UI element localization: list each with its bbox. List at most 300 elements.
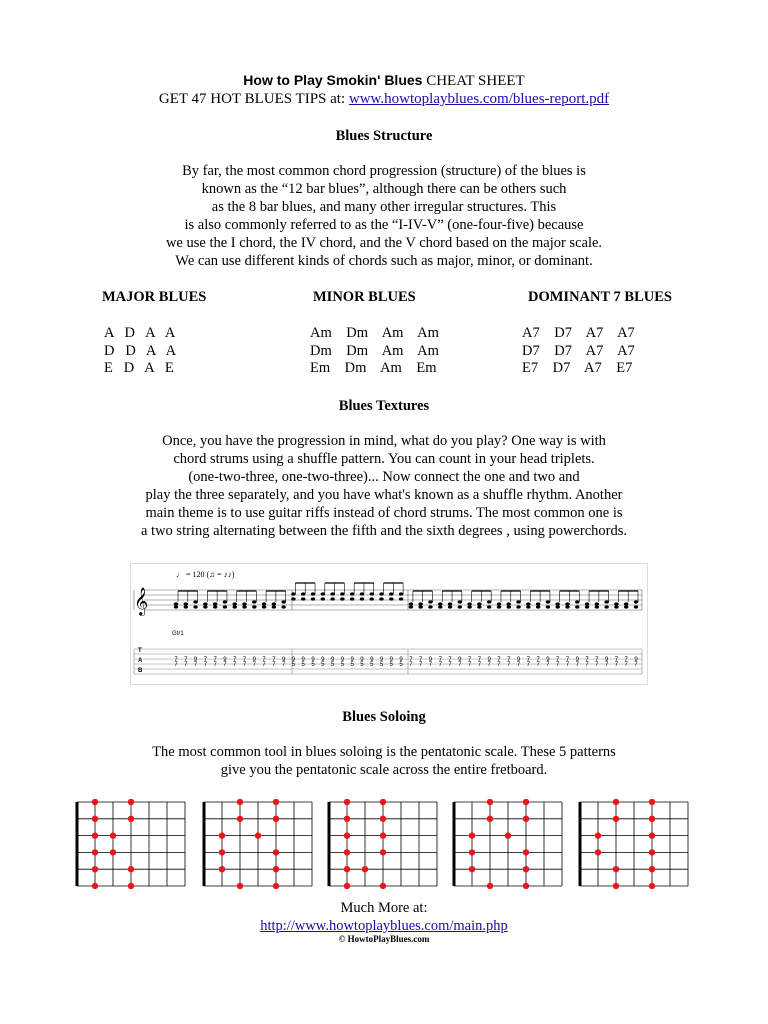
scale-note-dot (344, 799, 350, 805)
notehead (624, 602, 628, 605)
chord-row: Am Dm Am Am (310, 325, 439, 341)
tips-line (0, 91, 768, 108)
tab-number: 7 (409, 657, 413, 663)
tab-number: 7 (536, 662, 540, 668)
tab-number: 9 (311, 657, 315, 663)
notehead (614, 602, 618, 605)
tab-number: 5 (291, 662, 296, 668)
notehead (184, 602, 188, 605)
notehead (565, 605, 569, 608)
notehead (252, 605, 256, 608)
tab-number: 7 (556, 662, 560, 668)
tab-number: 9 (370, 657, 374, 663)
tab-number: 9 (634, 657, 638, 663)
notehead (556, 602, 560, 605)
tab-number: 7 (487, 662, 491, 668)
tab-number: 5 (360, 662, 364, 668)
notehead (389, 592, 393, 595)
notehead (624, 605, 628, 608)
tab-number: 7 (614, 657, 619, 663)
structure-line: By far, the most common chord progression (structure) of the blues is (182, 163, 586, 179)
notehead (281, 600, 285, 603)
tab-number: 7 (536, 657, 540, 663)
scale-note-dot (92, 816, 98, 822)
tab-number: 7 (604, 662, 609, 668)
structure-heading: Blues Structure (335, 128, 433, 144)
tab-number: 9 (487, 657, 491, 663)
notehead (379, 592, 383, 595)
tab-number: 7 (467, 662, 472, 668)
tab-number: 7 (595, 657, 599, 663)
tab-number: 7 (409, 662, 413, 668)
tab-label-a: A (138, 658, 143, 664)
tab-number: 9 (330, 657, 335, 663)
notehead (409, 605, 413, 608)
tab-number: 7 (438, 662, 442, 668)
tab-number: 5 (301, 662, 305, 668)
chord-row: Dm Dm Am Am (310, 342, 439, 359)
tab-number: 9 (360, 657, 364, 663)
scale-note-dot (613, 799, 619, 805)
title-suffix: CHEAT SHEET (422, 73, 525, 89)
soloing-paragraph (0, 743, 768, 779)
scale-note-dot (128, 816, 134, 822)
structure-line: We can use different kinds of chords such as major, minor, or dominant. (175, 253, 593, 269)
notehead (467, 605, 471, 608)
tab-number: 5 (340, 662, 345, 668)
soloing-line: The most common tool in blues soloing is the pentatonic scale. These 5 patterns (152, 744, 616, 760)
notehead (223, 600, 227, 603)
notehead (350, 592, 354, 595)
tab-number: 7 (193, 662, 198, 668)
tab-number: 9 (546, 657, 550, 663)
notehead (193, 605, 197, 608)
notehead (399, 597, 403, 600)
scale-note-dot (92, 866, 98, 872)
scale-note-dot (273, 866, 279, 872)
tab-number: 7 (546, 662, 550, 668)
notehead (330, 597, 334, 600)
tab-number: 9 (291, 657, 296, 663)
notehead (281, 605, 285, 608)
notehead (634, 605, 638, 608)
notehead (223, 605, 227, 608)
tab-number: 7 (203, 662, 208, 668)
tab-number: 7 (184, 662, 188, 668)
notehead (252, 600, 256, 603)
scale-note-dot (219, 866, 225, 872)
notehead (340, 592, 344, 595)
scale-note-dot (649, 832, 655, 838)
tab-number: 9 (350, 657, 354, 663)
scale-note-dot (380, 816, 386, 822)
tab-number: 7 (565, 657, 570, 663)
tab-number: 5 (379, 662, 384, 668)
notehead (516, 605, 520, 608)
pentatonic-pattern-3 (327, 799, 439, 889)
notehead (516, 600, 520, 603)
tab-number: 5 (330, 662, 335, 668)
chord-row: A7 D7 A7 A7 (522, 325, 635, 341)
tab-number: 7 (448, 662, 452, 668)
tab-number: 9 (458, 657, 462, 663)
treble-clef-icon: 𝄞 (134, 587, 149, 615)
tab-number: 7 (624, 657, 628, 663)
notehead (604, 605, 608, 608)
scale-note-dot (469, 849, 475, 855)
tab-number: 7 (252, 662, 256, 668)
tab-number: 9 (389, 657, 393, 663)
notehead (360, 597, 364, 600)
notehead (360, 592, 364, 595)
tab-number: 7 (595, 662, 599, 668)
notehead (262, 605, 266, 608)
tab-number: 9 (428, 657, 433, 663)
chord-row: E D A E (104, 360, 174, 376)
notehead (233, 602, 237, 605)
notehead (497, 605, 501, 608)
dominant-blues-heading: DOMINANT 7 BLUES (528, 289, 672, 305)
tab-number: 7 (585, 657, 589, 663)
notehead (526, 602, 530, 605)
tab-label-b: B (138, 668, 143, 674)
tab-number: 5 (321, 662, 325, 668)
tab-number: 5 (311, 662, 315, 668)
pentatonic-pattern-1 (75, 799, 187, 889)
notehead (193, 600, 197, 603)
tab-number: 9 (252, 657, 256, 663)
scale-note-dot (273, 816, 279, 822)
notehead (321, 597, 325, 600)
scale-note-dot (344, 883, 350, 889)
notehead (467, 602, 471, 605)
tab-number: 7 (419, 657, 423, 663)
tab-number: 7 (233, 662, 237, 668)
scale-note-dot (613, 866, 619, 872)
minor-blues-heading: MINOR BLUES (313, 289, 416, 305)
scale-note-dot (523, 849, 529, 855)
scale-note-dot (380, 832, 386, 838)
tab-number: 7 (516, 662, 521, 668)
scale-note-dot (344, 849, 350, 855)
scale-note-dot (128, 866, 134, 872)
tab-number: 7 (174, 662, 178, 668)
tab-number: 7 (428, 662, 433, 668)
tab-number: 9 (379, 657, 384, 663)
notehead (477, 602, 481, 605)
tab-number: 7 (497, 657, 501, 663)
notehead (272, 602, 276, 605)
tab-number: 9 (281, 657, 286, 663)
notehead (203, 605, 207, 608)
notehead (272, 605, 276, 608)
minor-blues-column (310, 289, 439, 378)
notehead (507, 605, 511, 608)
scale-note-dot (595, 832, 601, 838)
copyright: © HowtoPlayBlues.com (338, 934, 430, 944)
scale-note-dot (649, 883, 655, 889)
scale-note-dot (344, 866, 350, 872)
notehead (321, 592, 325, 595)
scale-note-dot (613, 816, 619, 822)
scale-note-dot (110, 849, 116, 855)
textures-line: play the three separately, and you have what's known as a shuffle rhythm. Another (145, 487, 623, 503)
scale-note-dot (92, 849, 98, 855)
scale-note-dot (237, 799, 243, 805)
scale-note-dot (219, 832, 225, 838)
notehead (614, 605, 618, 608)
tab-number: 9 (516, 657, 521, 663)
structure-line: as the 8 bar blues, and many other irregular structures. This (211, 199, 557, 215)
page-title (0, 72, 768, 90)
chord-row: E7 D7 A7 E7 (522, 360, 633, 376)
notehead (585, 605, 589, 608)
scale-note-dot (362, 866, 368, 872)
tab-number: 7 (497, 662, 501, 668)
scale-note-dot (649, 816, 655, 822)
tab-number: 5 (399, 662, 403, 668)
scale-note-dot (613, 883, 619, 889)
chord-row: Em Dm Am Em (310, 360, 437, 376)
notehead (595, 605, 599, 608)
notehead (546, 600, 550, 603)
notehead (399, 592, 403, 595)
footer (0, 899, 768, 935)
scale-note-dot (380, 883, 386, 889)
notehead (575, 600, 579, 603)
notehead (487, 605, 491, 608)
scale-note-dot (523, 816, 529, 822)
scale-note-dot (380, 799, 386, 805)
tab-number: 7 (585, 662, 589, 668)
scale-note-dot (469, 866, 475, 872)
structure-line: we use the I chord, the IV chord, and the V chord based on the major scale. (165, 235, 603, 251)
tab-number: 7 (184, 657, 188, 663)
tab-number: 9 (399, 657, 403, 663)
notehead (291, 597, 295, 600)
tab-label-t: T (138, 648, 142, 654)
tab-number: 7 (507, 657, 511, 663)
scale-note-dot (344, 816, 350, 822)
notehead (507, 602, 511, 605)
notehead (526, 605, 530, 608)
much-more-label: Much More at: (340, 900, 428, 916)
notehead (242, 605, 246, 608)
scale-note-dot (523, 866, 529, 872)
tab-number: 7 (223, 662, 227, 668)
scale-note-dot (523, 883, 529, 889)
soloing-heading: Blues Soloing (342, 709, 426, 725)
tab-number: 7 (526, 657, 531, 663)
tab-number: 7 (419, 662, 423, 668)
notehead (438, 605, 442, 608)
tab-number: 7 (477, 657, 482, 663)
tab-number: 9 (321, 657, 325, 663)
scale-note-dot (487, 883, 493, 889)
tab-number: 7 (477, 662, 482, 668)
notehead (184, 605, 188, 608)
scale-note-dot (255, 832, 261, 838)
notehead (370, 592, 374, 595)
tab-number: 7 (233, 657, 237, 663)
notehead (379, 597, 383, 600)
scale-note-dot (237, 883, 243, 889)
notehead (301, 597, 305, 600)
scale-note-dot (219, 849, 225, 855)
notehead (330, 592, 334, 595)
scale-note-dot (273, 799, 279, 805)
major-blues-column (102, 289, 206, 378)
scale-note-dot (380, 849, 386, 855)
notehead (458, 605, 462, 608)
tab-number: 7 (507, 662, 511, 668)
tab-number: 7 (262, 662, 266, 668)
tab-number: 5 (350, 662, 354, 668)
chord-row: D7 D7 A7 A7 (522, 342, 635, 359)
notehead (575, 605, 579, 608)
textures-line: Once, you have the progression in mind, what do you play? One way is with (162, 433, 606, 449)
tab-number: 9 (575, 657, 579, 663)
tab-number: 5 (370, 662, 374, 668)
tab-number: 7 (438, 657, 442, 663)
notehead (546, 605, 550, 608)
tab-number: 9 (301, 657, 305, 663)
notehead (428, 600, 432, 603)
tab-number: 7 (458, 662, 462, 668)
pentatonic-pattern-5 (578, 799, 690, 889)
notehead (438, 602, 442, 605)
scale-note-dot (487, 816, 493, 822)
shuffle-tablature (130, 563, 648, 685)
textures-line: a two string alternating between the fifth and the sixth degrees , using powerchords. (140, 523, 628, 539)
blues-report-link[interactable]: www.howtoplayblues.com/blues-report.pdf (348, 91, 610, 107)
notehead (291, 592, 295, 595)
tab-number: 7 (213, 657, 217, 663)
notehead (487, 600, 491, 603)
tab-number: 7 (213, 662, 217, 668)
main-site-link[interactable]: http://www.howtoplayblues.com/main.php (260, 918, 508, 934)
tab-number: 7 (281, 662, 286, 668)
notehead (556, 605, 560, 608)
notehead (233, 605, 237, 608)
structure-line: known as the “12 bar blues”, although there can be others such (201, 181, 567, 197)
notehead (428, 605, 432, 608)
notehead (203, 602, 207, 605)
notehead (389, 597, 393, 600)
tab-number: 7 (242, 662, 247, 668)
textures-line: main theme is to use guitar riffs instead of chord strums. The most common one is (145, 505, 623, 521)
notehead (370, 597, 374, 600)
tab-number: 7 (634, 662, 638, 668)
notehead (311, 592, 315, 595)
chord-row: D D A A (104, 342, 177, 359)
notehead (262, 602, 266, 605)
notehead (448, 605, 452, 608)
notehead (340, 597, 344, 600)
tab-number: 7 (272, 662, 276, 668)
scale-note-dot (649, 866, 655, 872)
chord-row: A D A A (104, 325, 176, 341)
notehead (585, 602, 589, 605)
pentatonic-pattern-2 (202, 799, 314, 889)
tab-number: 7 (624, 662, 628, 668)
tab-number: 9 (193, 657, 198, 663)
scale-note-dot (649, 849, 655, 855)
scale-note-dot (487, 799, 493, 805)
scale-note-dot (237, 816, 243, 822)
tab-number: 7 (565, 662, 570, 668)
scale-note-dot (273, 883, 279, 889)
tab-number: 7 (203, 657, 208, 663)
tempo-mark: ♩ = 120 (♫ = ♪♪) (176, 570, 235, 579)
notehead (604, 600, 608, 603)
tab-number: 7 (272, 657, 276, 663)
scale-note-dot (273, 849, 279, 855)
notehead (242, 602, 246, 605)
textures-line: chord strums using a shuffle pattern. You can count in your head triplets. (173, 451, 595, 467)
tab-number: 7 (242, 657, 247, 663)
brand-name: How to Play Smokin' Blues (243, 72, 423, 88)
scale-note-dot (92, 799, 98, 805)
scale-note-dot (92, 883, 98, 889)
notehead (477, 605, 481, 608)
pentatonic-pattern-4 (452, 799, 564, 889)
notehead (409, 602, 413, 605)
notehead (448, 602, 452, 605)
notehead (213, 605, 217, 608)
notehead (174, 605, 178, 608)
structure-paragraph (0, 162, 768, 270)
scale-note-dot (595, 849, 601, 855)
notehead (350, 597, 354, 600)
textures-heading: Blues Textures (338, 398, 430, 414)
notehead (536, 602, 540, 605)
tab-number: 7 (614, 662, 619, 668)
notehead (536, 605, 540, 608)
major-blues-heading: MAJOR BLUES (102, 289, 207, 305)
notehead (595, 602, 599, 605)
scale-note-dot (128, 799, 134, 805)
notehead (565, 602, 569, 605)
tab-number: 7 (262, 657, 266, 663)
track-label: Gtr1 (172, 631, 184, 637)
tab-number: 7 (575, 662, 579, 668)
notehead (213, 602, 217, 605)
scale-note-dot (110, 832, 116, 838)
scale-note-dot (128, 883, 134, 889)
scale-note-dot (469, 832, 475, 838)
textures-line: (one-two-three, one-two-three)... Now connect the one and two and (188, 469, 580, 485)
tab-number: 7 (526, 662, 531, 668)
tab-number: 5 (389, 662, 393, 668)
structure-line: is also commonly referred to as the “I-IV-V” (one-four-five) because (184, 217, 584, 233)
soloing-line: give you the pentatonic scale across the entire fretboard. (220, 762, 548, 778)
tab-number: 7 (448, 657, 452, 663)
textures-paragraph (0, 432, 768, 540)
tab-number: 9 (604, 657, 609, 663)
notehead (311, 597, 315, 600)
tab-number: 7 (174, 657, 178, 663)
tab-number: 9 (223, 657, 227, 663)
scale-note-dot (344, 832, 350, 838)
notehead (174, 602, 178, 605)
scale-note-dot (505, 832, 511, 838)
notehead (458, 600, 462, 603)
notehead (418, 602, 422, 605)
tab-number: 7 (467, 657, 472, 663)
tab-number: 9 (340, 657, 345, 663)
notehead (497, 602, 501, 605)
